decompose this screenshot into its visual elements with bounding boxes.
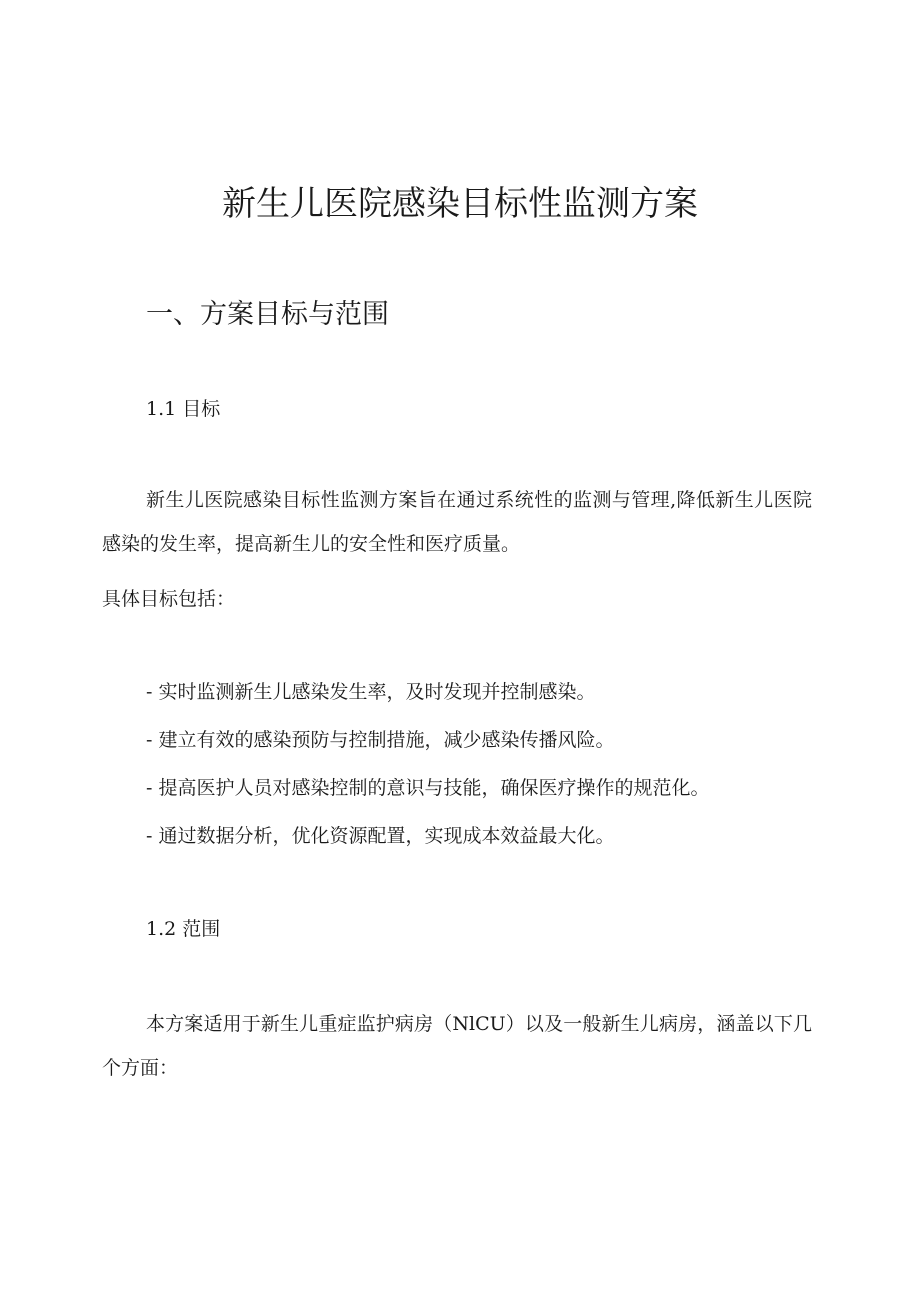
goals-lead-text: 具体目标包括： [102,588,236,610]
subsection-heading-scope: 1.2 范围 [146,918,221,940]
section-heading-goals-scope: 一、方案目标与范围 [146,299,389,330]
goals-paragraph: 新生儿医院感染目标性监测方案旨在通过系统性的监测与管理,降低新生儿医院感染的发生率，提高新生儿的安全性和医疗质量。 [102,489,812,555]
goal-bullet-item: - 实时监测新生儿感染发生率，及时发现并控制感染。 [146,681,596,703]
subsection-heading-goals: 1.1 目标 [146,398,221,420]
goal-bullet-item: - 建立有效的感染预防与控制措施，减少感染传播风险。 [146,729,615,751]
goal-bullet-item: - 通过数据分析，优化资源配置，实现成本效益最大化。 [146,825,615,847]
goal-bullet-item: - 提高医护人员对感染控制的意识与技能，确保医疗操作的规范化。 [146,777,710,799]
scope-paragraph: 本方案适用于新生儿重症监护病房（NlCU）以及一般新生儿病房，涵盖以下几个方面： [102,1013,812,1079]
document-title: 新生儿医院感染目标性监测方案 [222,184,698,224]
